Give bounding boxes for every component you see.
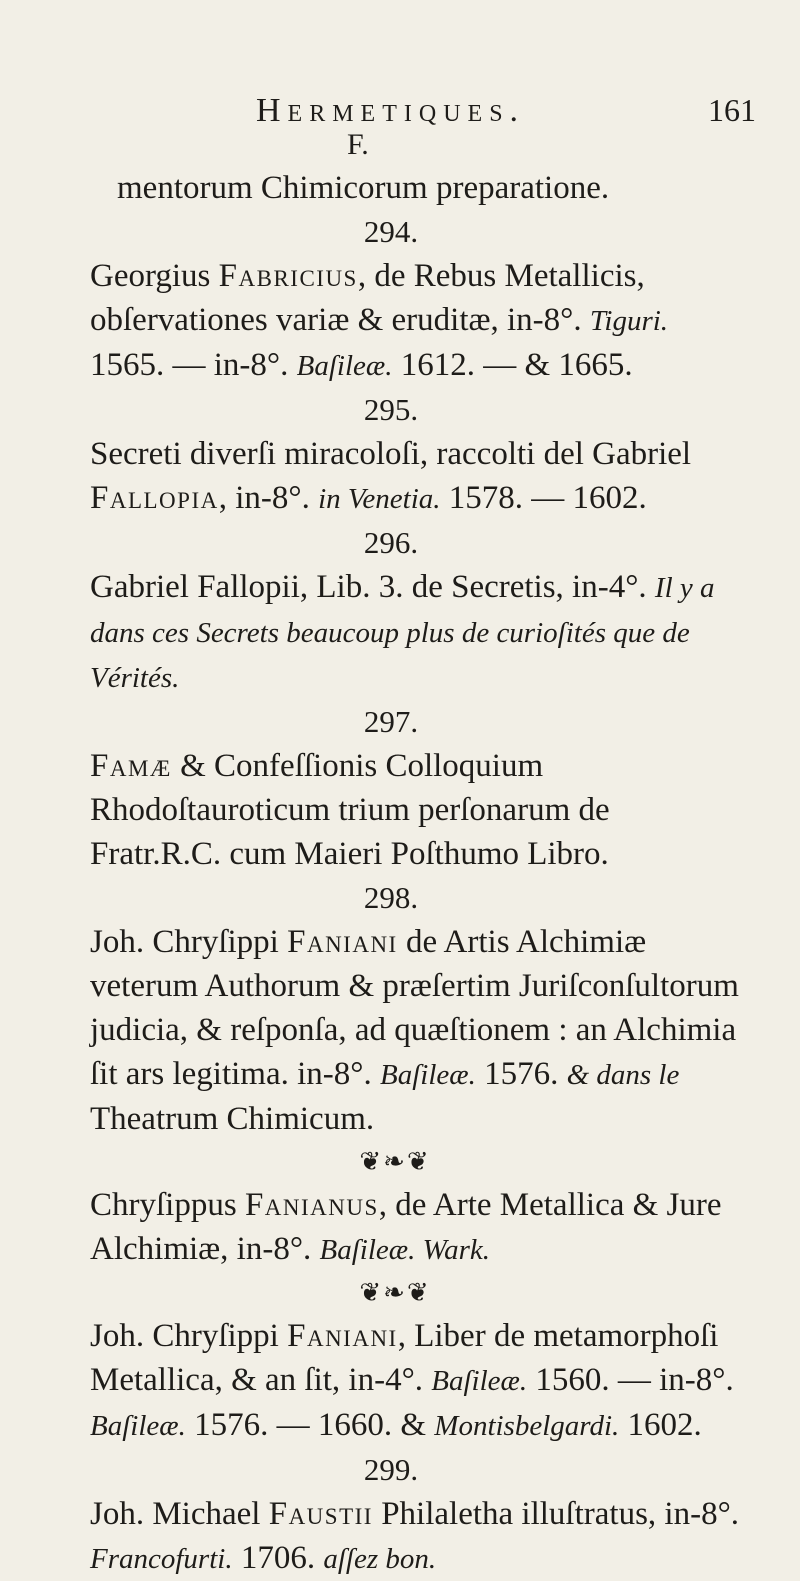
place-name: Baſileæ. <box>90 1410 186 1442</box>
entry-295: Secreti diverſi miracoloſi, raccolti del Gabriel Fallopia, in-8°. in Venetia. 1578. — 1602. <box>90 436 692 516</box>
place-name: Baſileæ. <box>431 1365 528 1397</box>
entry-294: Georgius Fabricius, de Rebus Metallicis, obſervationes variæ & eruditæ, in-8°. Tiguri. 1565. — in-8°. Baſileæ. 1612. — & 1665. <box>90 258 669 383</box>
entry-299: Joh. Michael Faustii Philaletha illuſtratus, in-8°. Francofurti. 1706. aſſez bon. <box>90 1496 740 1576</box>
signature-mark: F. <box>347 128 369 161</box>
running-head: Hermetiques. <box>256 92 526 129</box>
author-name: Faniani <box>287 1318 398 1354</box>
place-name: Francofurti. <box>90 1543 233 1575</box>
entry-note: & dans le <box>566 1059 680 1091</box>
entry-note: aſſez bon. <box>323 1543 437 1575</box>
author-name: Faniani <box>287 924 398 960</box>
page-header <box>0 92 800 132</box>
fleuron-ornament: ❦❧❦ <box>359 1278 431 1307</box>
entry-number-294: 294. <box>363 214 419 249</box>
author-name: Faustii <box>268 1496 373 1532</box>
entry-298: Joh. Chryſippi Faniani de Artis Alchimiæ veterum Authorum & præſertim Juriſconſultorum judicia, & reſponſa, ad quæſtionem : an Alchimia ſit ars legitima. in-8°. Baſileæ. 1576. & dans le Theatrum Chimicum. <box>90 924 739 1137</box>
entry-297: Famæ & Confeſſionis Colloquium Rhodoſtauroticum trium perſonarum de Fratr.R.C. cum Maieri Poſthumo Libro. <box>90 748 610 872</box>
continued-entry: mentorum Chimicorum preparatione. <box>117 170 610 206</box>
entry-note: Il y a dans ces Secrets beaucoup plus de curioſités que de Vérités. <box>90 572 715 694</box>
author-name: Fabricius <box>218 258 358 294</box>
fleuron-ornament: ❦❧❦ <box>359 1147 431 1176</box>
place-name: Baſileæ. Wark. <box>319 1234 491 1266</box>
author-name: Famæ <box>90 748 172 784</box>
place-name: Baſileæ. <box>296 350 393 382</box>
catalog-text <box>90 166 740 1581</box>
entry-number-297: 297. <box>363 704 419 739</box>
entry-number-298: 298. <box>363 880 419 915</box>
place-name: Tiguri. <box>589 305 669 337</box>
entry-number-295: 295. <box>363 392 419 427</box>
author-name: Fallopia <box>90 480 219 516</box>
entry-298-variant: Joh. Chryſippi Faniani, Liber de metamorphoſi Metallica, & an ſit, in-4°. Baſileæ. 1560. — in-8°. Baſileæ. 1576. — 1660. & Montisbelgardi. 1602. <box>90 1318 734 1443</box>
entry-number-296: 296. <box>363 525 419 560</box>
place-name: Montisbelgardi. <box>434 1410 620 1442</box>
author-name: Fanianus <box>244 1187 379 1223</box>
entry-number-299: 299. <box>363 1452 419 1487</box>
place-name: Baſileæ. <box>379 1059 476 1091</box>
place-name: in Venetia. <box>318 483 441 515</box>
page-number: 161 <box>708 92 756 128</box>
entry-298-variant: Chryſippus Fanianus, de Arte Metallica & Jure Alchimiæ, in-8°. Baſileæ. Wark. <box>90 1187 722 1267</box>
entry-296: Gabriel Fallopii, Lib. 3. de Secretis, in-4°. Il y a dans ces Secrets beaucoup plus de curioſités que de Vérités. <box>90 569 715 694</box>
